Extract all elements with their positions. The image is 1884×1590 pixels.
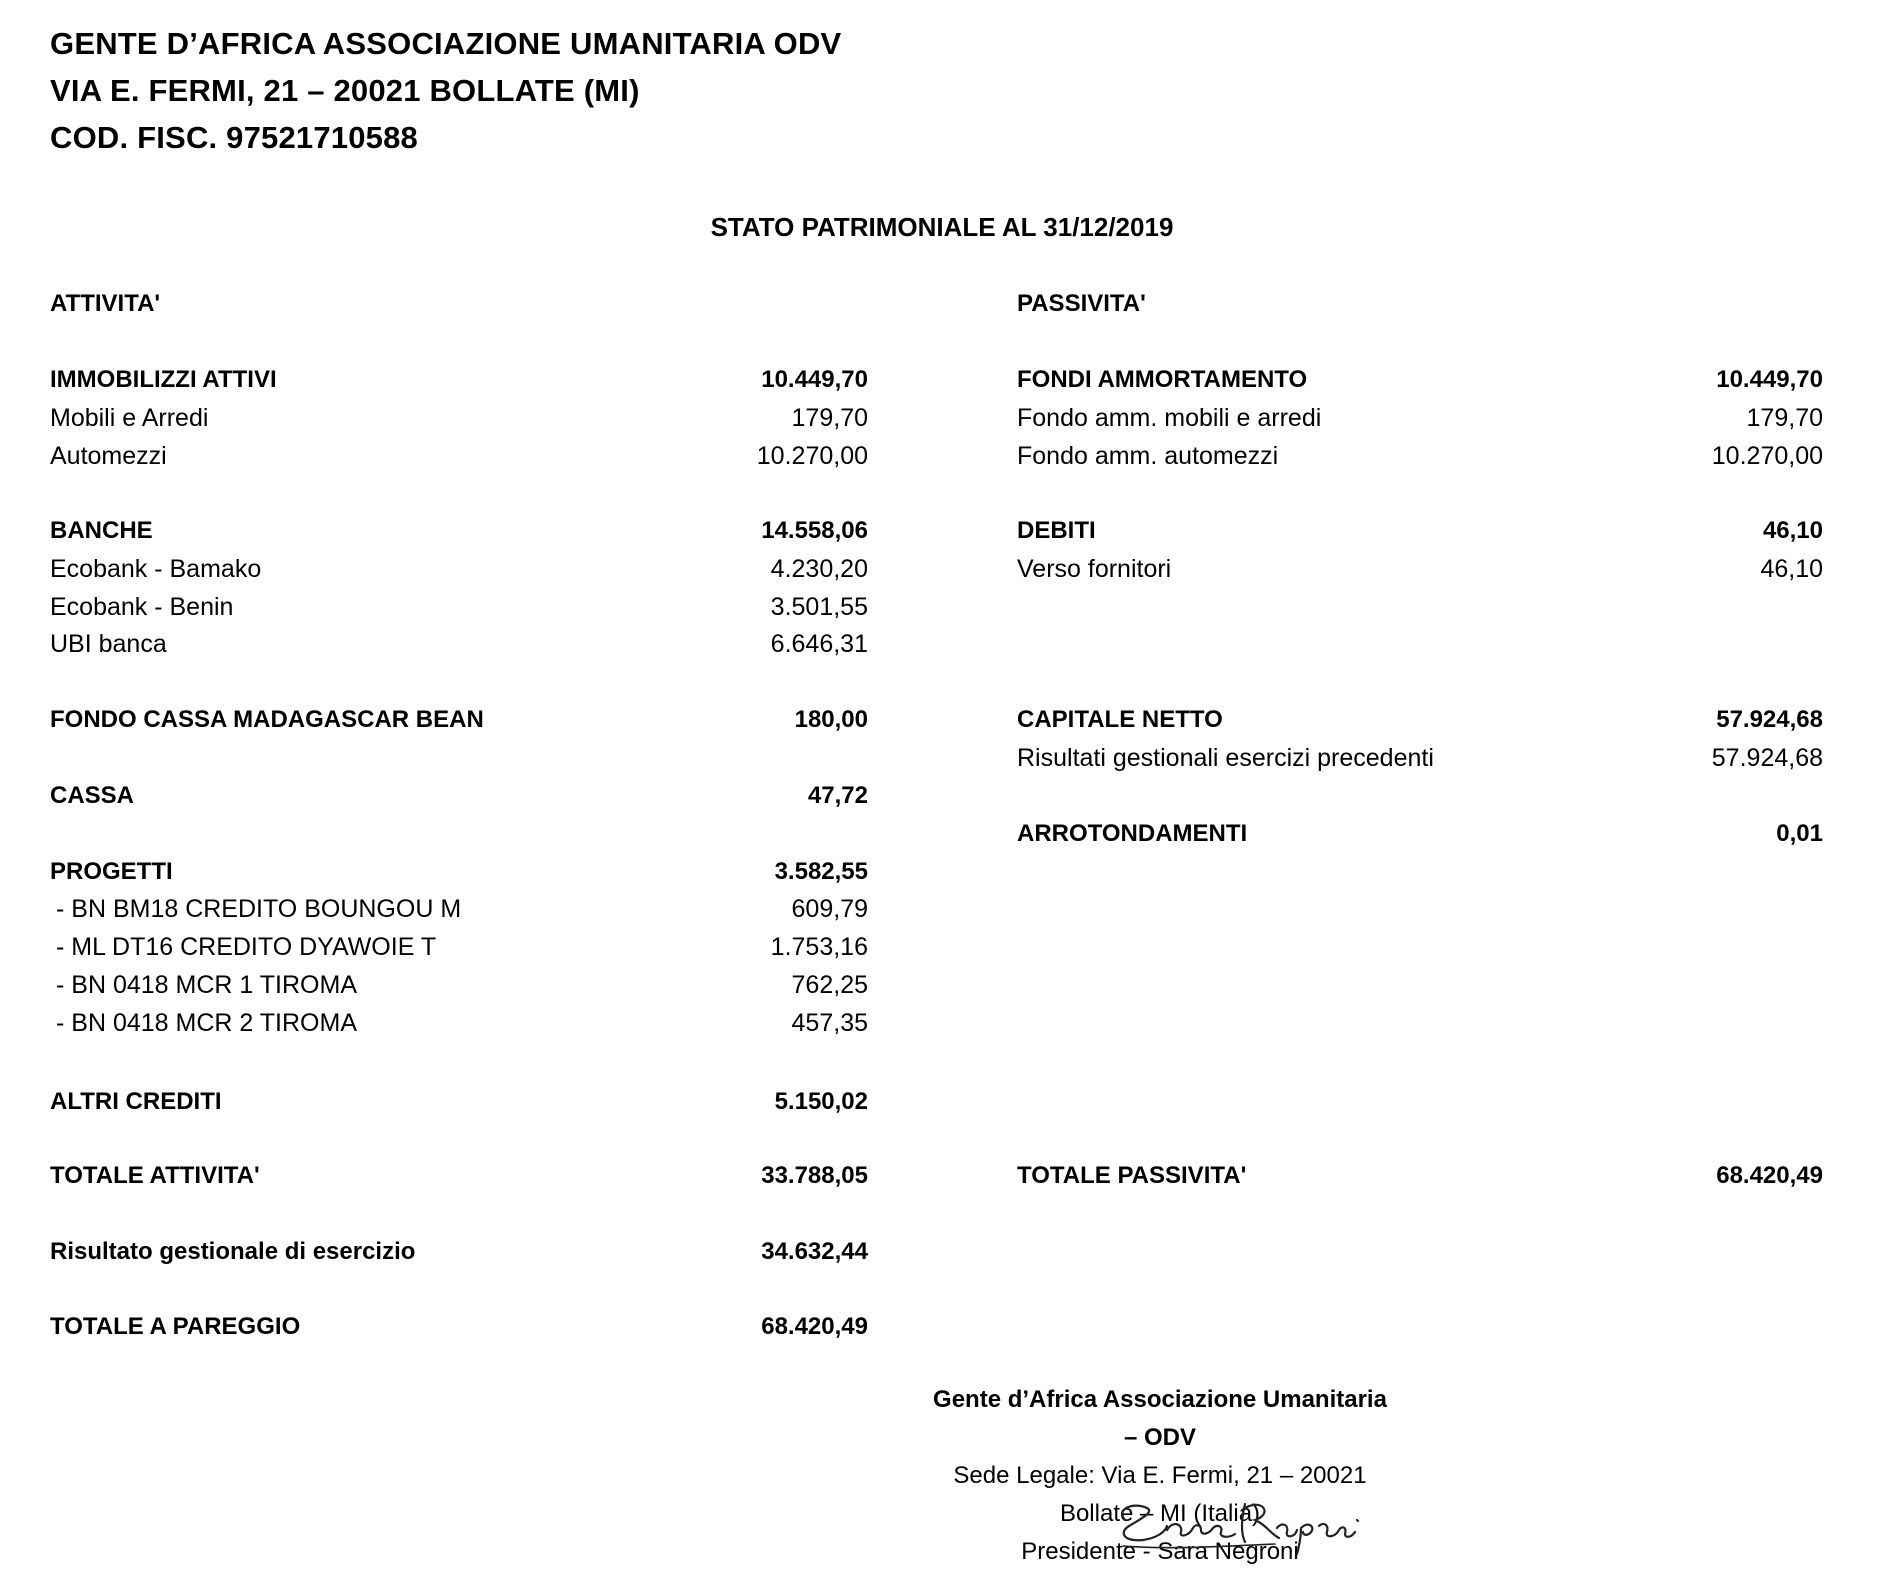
asset-row — [50, 968, 868, 1002]
liability-value: 68.420,49 — [1716, 1162, 1823, 1189]
liability-row — [1017, 741, 1823, 775]
liability-row — [1017, 401, 1823, 435]
liability-row — [1017, 817, 1823, 851]
asset-row — [50, 590, 868, 624]
asset-row — [50, 514, 868, 548]
asset-row — [50, 552, 868, 586]
asset-label: FONDO CASSA MADAGASCAR BEAN — [50, 706, 484, 733]
asset-label: - ML DT16 CREDITO DYAWOIE T — [56, 933, 437, 961]
asset-value: 180,00 — [794, 706, 868, 733]
liability-value: 57.924,68 — [1716, 706, 1823, 733]
asset-value: 179,70 — [791, 404, 868, 432]
asset-value: 34.632,44 — [761, 1238, 868, 1265]
asset-value: 10.270,00 — [756, 442, 868, 470]
asset-value: 68.420,49 — [761, 1313, 868, 1340]
asset-label: Mobili e Arredi — [50, 404, 209, 432]
asset-value: 1.753,16 — [770, 933, 868, 961]
assets-heading: ATTIVITA' — [50, 290, 161, 317]
liability-value: 46,10 — [1760, 555, 1823, 583]
asset-value: 4.230,20 — [770, 555, 868, 583]
liabilities-heading: PASSIVITA' — [1017, 290, 1146, 317]
asset-label: - BN BM18 CREDITO BOUNGOU M — [56, 895, 462, 923]
asset-value: 457,35 — [791, 1009, 868, 1037]
asset-value: 14.558,06 — [761, 517, 868, 544]
asset-row — [50, 627, 868, 661]
asset-label: TOTALE ATTIVITA' — [50, 1162, 260, 1189]
asset-row — [50, 779, 868, 813]
asset-row — [50, 1085, 868, 1119]
liability-label: FONDI AMMORTAMENTO — [1017, 366, 1308, 393]
liability-value: 46,10 — [1762, 517, 1823, 544]
asset-label: - BN 0418 MCR 2 TIROMA — [56, 1009, 358, 1037]
footer-org-name: Gente d’Africa Associazione Umanitaria – ODV — [933, 1386, 1387, 1451]
liability-value: 57.924,68 — [1711, 744, 1823, 772]
asset-label: BANCHE — [50, 517, 153, 544]
asset-value: 47,72 — [807, 782, 868, 809]
asset-label: Ecobank - Benin — [50, 593, 234, 621]
asset-value: 3.582,55 — [774, 858, 868, 885]
asset-value: 33.788,05 — [761, 1162, 868, 1189]
asset-label: Risultato gestionale di esercizio — [50, 1238, 416, 1265]
asset-row — [50, 1006, 868, 1040]
liability-label: Fondo amm. automezzi — [1017, 442, 1279, 470]
footer-address: Sede Legale: Via E. Fermi, 21 – 20021 Bollate – MI (Italia) — [953, 1462, 1367, 1527]
result-row — [50, 1235, 868, 1269]
liability-label: Fondo amm. mobili e arredi — [1017, 404, 1322, 432]
liability-label: Verso fornitori — [1017, 555, 1172, 583]
liability-row — [1017, 552, 1823, 586]
balance-total-row — [50, 1310, 868, 1344]
liability-row — [1017, 514, 1823, 548]
asset-label: Ecobank - Bamako — [50, 555, 262, 583]
asset-row — [50, 703, 868, 737]
asset-row — [50, 892, 868, 926]
asset-label: TOTALE A PAREGGIO — [50, 1313, 301, 1340]
liability-label: CAPITALE NETTO — [1017, 706, 1223, 733]
document-title: STATO PATRIMONIALE AL 31/12/2019 — [710, 212, 1174, 242]
asset-row — [50, 439, 868, 473]
liability-row — [1017, 703, 1823, 737]
liability-label: TOTALE PASSIVITA' — [1017, 1162, 1247, 1189]
liability-row — [1017, 363, 1823, 397]
asset-value: 762,25 — [791, 971, 868, 999]
liability-value: 179,70 — [1746, 404, 1823, 432]
asset-value: 6.646,31 — [770, 630, 868, 658]
asset-label: PROGETTI — [50, 858, 173, 885]
liability-label: DEBITI — [1017, 517, 1096, 544]
asset-row — [50, 930, 868, 964]
org-tax-code: COD. FISC. 97521710588 — [50, 120, 418, 155]
signature — [1095, 1480, 1385, 1560]
asset-value: 5.150,02 — [774, 1088, 868, 1115]
footer-president: Presidente - Sara Negroni — [1021, 1538, 1299, 1565]
liability-row — [1017, 439, 1823, 473]
liability-value: 10.270,00 — [1711, 442, 1823, 470]
asset-label: UBI banca — [50, 630, 167, 658]
org-name: GENTE D’AFRICA ASSOCIAZIONE UMANITARIA ODV — [50, 26, 842, 61]
asset-label: IMMOBILIZZI ATTIVI — [50, 366, 277, 393]
liability-total-row — [1017, 1159, 1823, 1193]
asset-label: CASSA — [50, 782, 135, 809]
asset-label: ALTRI CREDITI — [50, 1088, 222, 1115]
liability-value: 10.449,70 — [1716, 366, 1823, 393]
asset-row — [50, 363, 868, 397]
liability-label: Risultati gestionali esercizi precedenti — [1017, 744, 1434, 772]
liability-value: 0,01 — [1776, 820, 1823, 847]
liability-label: ARROTONDAMENTI — [1017, 820, 1248, 847]
asset-value: 3.501,55 — [770, 593, 868, 621]
asset-row — [50, 855, 868, 889]
org-address: VIA E. FERMI, 21 – 20021 BOLLATE (MI) — [50, 73, 640, 108]
asset-value: 609,79 — [791, 895, 868, 923]
asset-label: - BN 0418 MCR 1 TIROMA — [56, 971, 358, 999]
asset-row — [50, 401, 868, 435]
asset-total-row — [50, 1159, 868, 1193]
asset-label: Automezzi — [50, 442, 167, 470]
asset-value: 10.449,70 — [761, 366, 868, 393]
